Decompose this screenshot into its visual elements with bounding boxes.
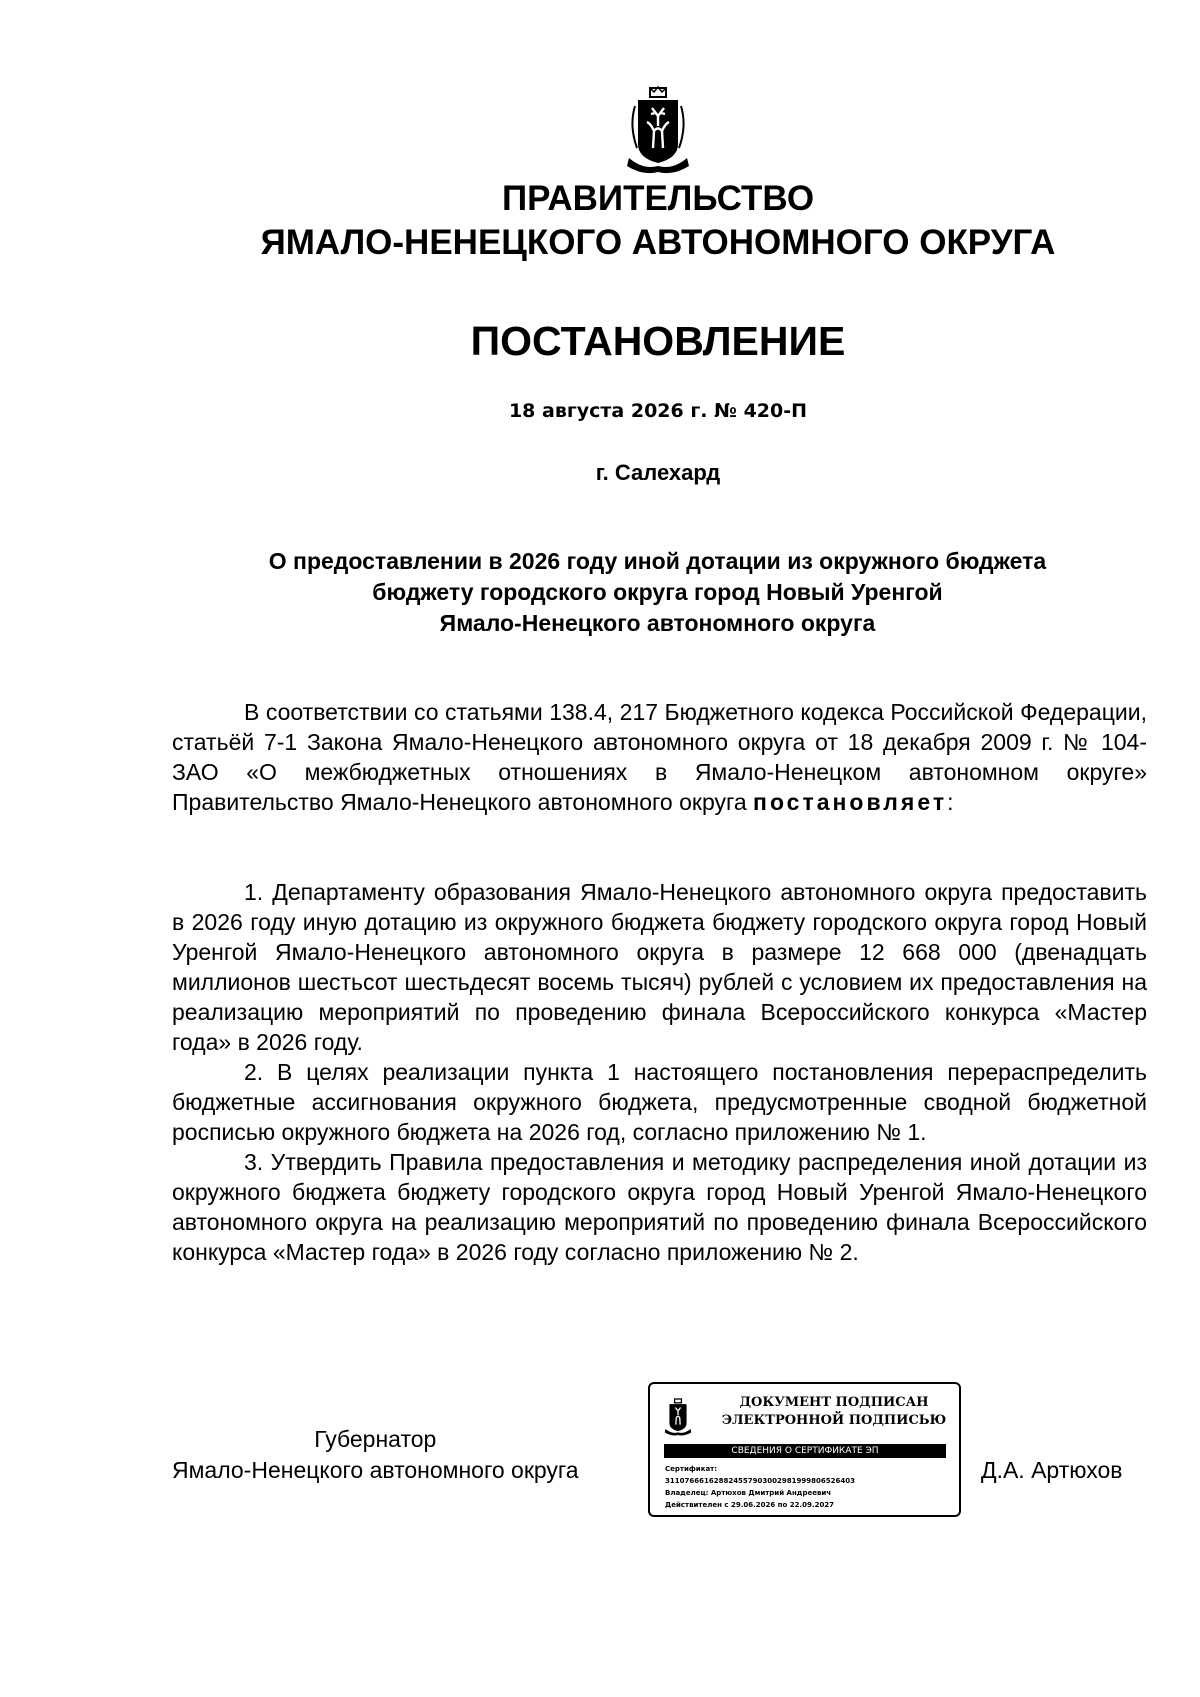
electronic-signature-stamp <box>648 1382 961 1517</box>
certificate-validity: Действителен с 29.06.2026 по 22.09.2027 <box>665 1501 835 1509</box>
stamp-title <box>714 1394 954 1430</box>
preamble-text: В соответствии со статьями 138.4, 217 Бюджетного кодекса Российской Федерации, статьёй 7-1 Закона Ямало-Ненецкого автономного округа от 18 декабря 2009 г. № 104-ЗАО «О межбюджетных отношениях в Ямало-Ненецком автономном округе» Правительство Ямало-Ненецкого автономного округа <box>172 699 1147 815</box>
decree-item: 3. Утвердить Правила предоставления и методику распределения иной дотации из окружного бюджета бюджету городского округа город Новый Уренгой Ямало-Ненецкого автономного округа на реализацию мероприятий по проведению финала Всероссийского конкурса «Мастер года» в 2026 году согласно приложению № 2. <box>172 1149 1147 1265</box>
decree-item: 2. В целях реализации пункта 1 настоящего постановления перераспределить бюджетные ассигнования окружного бюджета, предусмотренные сводной бюджетной росписью окружного бюджета на 2026 год, согласно приложению № 1. <box>172 1059 1147 1145</box>
coat-of-arms-icon <box>623 86 693 174</box>
preamble-paragraph <box>172 697 1147 817</box>
signatory-name: Д.А. Артюхов <box>981 1457 1123 1483</box>
stamp-certificate-bar: СВЕДЕНИЯ О СЕРТИФИКАТЕ ЭП <box>664 1444 946 1458</box>
signatory-role-line1: Губернатор <box>314 1426 437 1452</box>
preamble-tail: : <box>947 789 954 815</box>
certificate-label: Сертификат: <box>665 1465 718 1473</box>
subject-line: Ямало-Ненецкого автономного округа <box>439 610 876 636</box>
stamp-certificate-details <box>665 1463 955 1511</box>
stamp-title-line2: ЭЛЕКТРОННОЙ ПОДПИСЬЮ <box>721 1413 947 1428</box>
document-city: г. Салехард <box>595 460 721 485</box>
subject-line: бюджету городского округа город Новый Уренгой <box>372 579 943 605</box>
coat-of-arms-icon <box>663 1398 693 1436</box>
subject-line: О предоставлении в 2026 году иной дотации из окружного бюджета <box>268 548 1047 574</box>
document-type: ПОСТАНОВЛЕНИЕ <box>470 318 846 364</box>
signatory-role <box>172 1424 579 1486</box>
government-title-line1: ПРАВИТЕЛЬСТВО <box>501 179 815 218</box>
government-title-line2: ЯМАЛО-НЕНЕЦКОГО АВТОНОМНОГО ОКРУГА <box>260 223 1056 262</box>
decree-items <box>172 877 1147 1267</box>
document-subject <box>190 546 1125 639</box>
certificate-number: 311076661628824557903002981999806526403 <box>665 1477 855 1485</box>
document-date-number: 18 августа 2026 г. № 420-П <box>508 400 808 422</box>
decree-word: постановляет <box>753 789 948 815</box>
certificate-owner: Владелец: Артюхов Дмитрий Андреевич <box>665 1489 832 1497</box>
signatory-role-line2: Ямало-Ненецкого автономного округа <box>172 1457 579 1483</box>
stamp-title-line1: ДОКУМЕНТ ПОДПИСАН <box>739 1395 929 1410</box>
decree-item: 1. Департаменту образования Ямало-Ненецкого автономного округа предоставить в 2026 году иную дотацию из окружного бюджета бюджету городского округа город Новый Уренгой Ямало-Ненецкого автономного округа в размере 12 668 000 (двенадцать миллионов шестьсот шестьдесят восемь тысяч) рублей с условием их предоставления на реализацию мероприятий по проведению финала Всероссийского конкурса «Мастер года» в 2026 году. <box>172 879 1147 1055</box>
